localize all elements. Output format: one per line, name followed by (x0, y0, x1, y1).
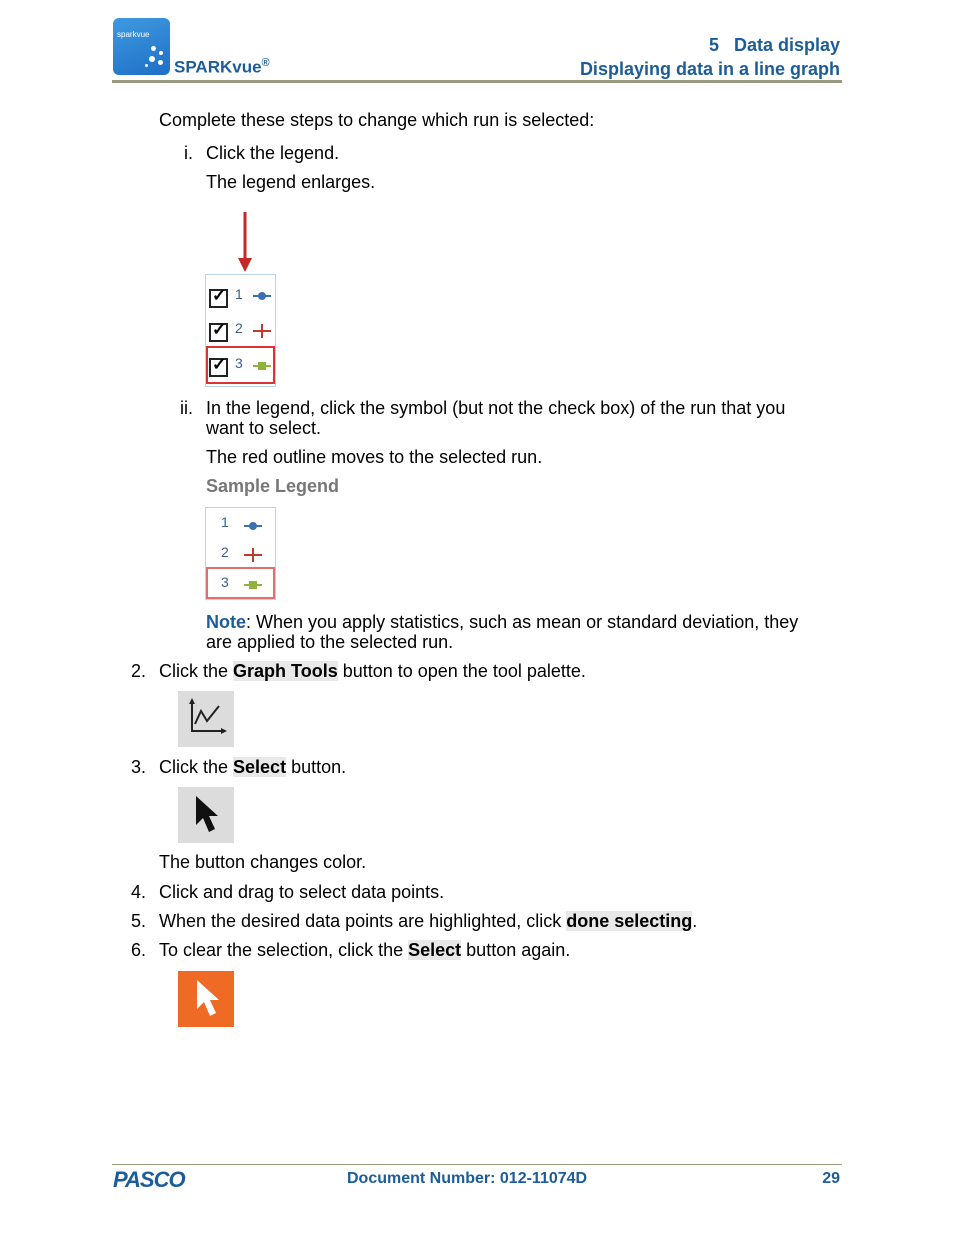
step-6-post: button again. (461, 940, 571, 960)
intro-text: Complete these steps to change which run is selected: (159, 110, 595, 130)
step-6-text (159, 940, 570, 960)
step-4-text: Click and drag to select data points. (159, 882, 445, 902)
checkbox-run-3[interactable]: ✓ (209, 358, 228, 377)
done-selecting-label: done selecting (566, 911, 693, 931)
legend-run-number: 2 (235, 320, 243, 336)
step-2-number: 2. (131, 661, 147, 681)
sub-step-i-result: The legend enlarges. (206, 172, 376, 192)
step-5-number: 5. (131, 911, 147, 931)
chapter-line: 5 Data display (708, 35, 840, 55)
sub-step-i-text: Click the legend. (206, 143, 340, 163)
document-number: Document Number: 012-11074D (347, 1170, 588, 1187)
legend-run-number: 3 (235, 355, 243, 371)
selected-run-outline (206, 346, 275, 384)
logo-text: sparkvue (117, 30, 150, 39)
step-2-text (159, 661, 586, 681)
logo-dot (145, 64, 148, 67)
note (206, 612, 826, 652)
sample-legend-heading: Sample Legend (206, 476, 340, 496)
sub-step-ii-result: The red outline moves to the selected run. (206, 447, 543, 467)
cursor-arrow-icon (178, 787, 234, 843)
run-2-marker (261, 324, 263, 338)
run-1-marker (258, 292, 266, 300)
brand-mark: ® (261, 57, 270, 69)
run-1-marker (249, 522, 257, 530)
note-text: : When you apply statistics, such as mean or standard deviation, they are applied to the selected run. (206, 612, 799, 652)
red-arrow-icon (235, 210, 255, 274)
select-button[interactable] (178, 787, 234, 843)
page-number: 29 (822, 1170, 840, 1187)
logo-dot (159, 51, 163, 55)
section-line: Displaying data in a line graph (579, 59, 840, 79)
sub-step-i-marker: i. (184, 143, 193, 163)
step-3-number: 3. (131, 757, 147, 777)
checkbox-run-1[interactable]: ✓ (209, 289, 228, 308)
legend-run-number: 1 (221, 514, 229, 530)
checkbox-run-2[interactable]: ✓ (209, 323, 228, 342)
step-3-post: button. (286, 757, 347, 777)
select-label: Select (233, 757, 287, 777)
legend-run-number: 1 (235, 286, 243, 302)
brand-name (174, 57, 270, 78)
graph-tools-button[interactable] (178, 691, 234, 747)
logo-dot (151, 46, 156, 51)
sample-legend (205, 507, 276, 600)
enlarged-legend[interactable] (205, 274, 276, 387)
graph-tools-label: Graph Tools (233, 661, 338, 681)
brand-text: SPARKvue (174, 57, 262, 77)
pasco-logo: PASCO (113, 1167, 185, 1192)
step-5-text (159, 911, 697, 931)
note-label: Note (206, 612, 246, 632)
footer-rule (112, 1164, 842, 1165)
logo-dot (158, 60, 163, 65)
cursor-arrow-active-icon (178, 971, 234, 1027)
sub-step-ii-text: In the legend, click the symbol (but not the check box) of the run that you want to select. (206, 398, 786, 438)
step-3-result: The button changes color. (159, 852, 367, 872)
step-2-post: button to open the tool palette. (337, 661, 586, 681)
step-5-pre: When the desired data points are highlighted, click (159, 911, 567, 931)
selected-run-outline (206, 567, 275, 599)
step-3-text (159, 757, 346, 777)
step-6-number: 6. (131, 940, 147, 960)
legend-run-number: 2 (221, 544, 229, 560)
sparkvue-logo (113, 18, 170, 75)
step-3-pre: Click the (159, 757, 234, 777)
step-6-pre: To clear the selection, click the (159, 940, 409, 960)
legend-run-number: 3 (221, 574, 229, 590)
step-4-number: 4. (131, 882, 147, 902)
step-2-pre: Click the (159, 661, 234, 681)
header-rule (112, 80, 842, 83)
run-2-marker (252, 548, 254, 562)
sub-step-ii-marker: ii. (180, 398, 193, 418)
select-button-active[interactable] (178, 971, 234, 1027)
step-5-post: . (692, 911, 698, 931)
select-label: Select (408, 940, 462, 960)
chapter-heading (580, 33, 840, 81)
logo-dot (149, 56, 155, 62)
graph-tools-icon (178, 691, 234, 747)
